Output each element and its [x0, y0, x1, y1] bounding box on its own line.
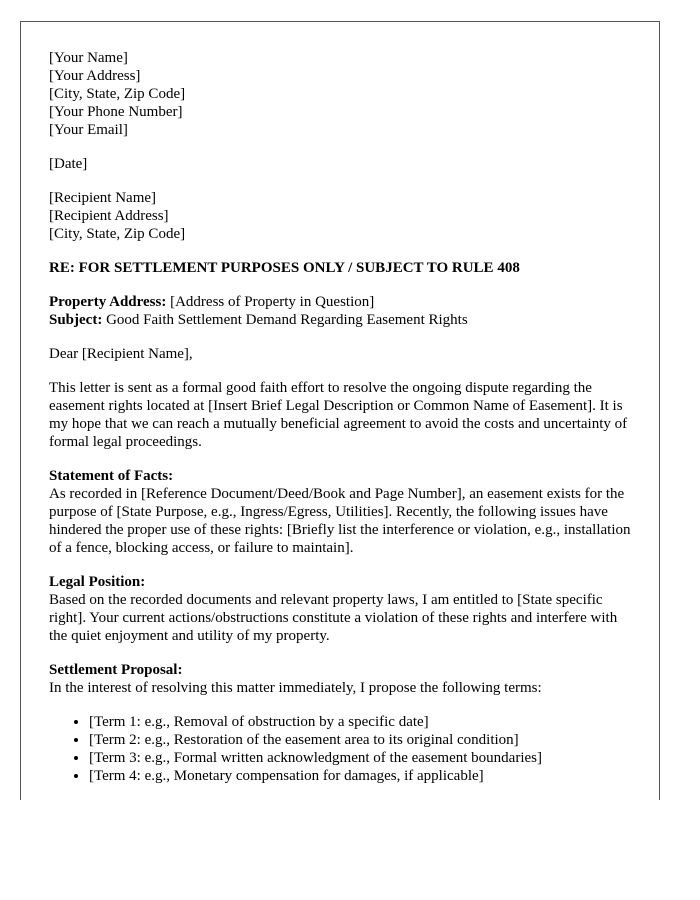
subject-line: [49, 311, 639, 329]
recipient-address: [Recipient Address]: [49, 208, 169, 224]
recipient-name: [Recipient Name]: [49, 190, 157, 206]
sender-email: [Your Email]: [49, 122, 128, 138]
recipient-block: [49, 189, 639, 243]
legal-position-body: Based on the recorded documents and relevant property laws, I am entitled to [State specific right]. Your current actions/obstructions constitute a violation of these rights and interfere with the quiet enjoyment and utility of my property.: [49, 592, 618, 644]
list-item: • [Term 3: e.g., Formal written acknowledgment of the easement boundaries]: [89, 749, 639, 767]
letter-page: [20, 21, 660, 800]
property-address-value: [Address of Property in Question]: [166, 294, 375, 310]
salutation: Dear [Recipient Name],: [49, 346, 193, 362]
sender-city-state-zip: [City, State, Zip Code]: [49, 86, 186, 102]
sender-block: [49, 49, 639, 139]
intro-paragraph: This letter is sent as a formal good faith effort to resolve the ongoing dispute regarding the easement rights located at [Insert Brief Legal Description or Common Name of Easement]. It is my hope that we can reach a mutually beneficial agreement to avoid the costs and uncertainty of formal legal proceedings.: [49, 380, 628, 450]
date-line: [Date]: [49, 156, 88, 172]
legal-position-section: [49, 573, 639, 645]
subject-value: Good Faith Settlement Demand Regarding Easement Rights: [102, 312, 468, 328]
sender-phone: [Your Phone Number]: [49, 104, 183, 120]
facts-heading: Statement of Facts:: [49, 468, 174, 484]
proposal-heading: Settlement Proposal:: [49, 662, 183, 678]
proposal-body: In the interest of resolving this matter immediately, I propose the following terms:: [49, 680, 542, 696]
property-subject-block: [49, 293, 639, 329]
facts-body: As recorded in [Reference Document/Deed/Book and Page Number], an easement exists for the purpose of [State Purpose, e.g., Ingress/Egress, Utilities]. Recently, the following issues have hindered the proper use of these rights: [Briefly list the interference or violation, e.g., installation of a fence, blocking access, or failure to maintain].: [49, 486, 631, 556]
list-item: • [Term 4: e.g., Monetary compensation for damages, if applicable]: [89, 767, 639, 785]
recipient-city-state-zip: [City, State, Zip Code]: [49, 226, 186, 242]
proposal-section: [49, 661, 639, 697]
sender-address: [Your Address]: [49, 68, 141, 84]
proposal-terms-list: [49, 713, 639, 785]
list-item: • [Term 2: e.g., Restoration of the easement area to its original condition]: [89, 731, 639, 749]
facts-section: [49, 467, 639, 557]
property-address-label: Property Address:: [49, 294, 167, 310]
list-item: • [Term 1: e.g., Removal of obstruction by a specific date]: [89, 713, 639, 731]
sender-name: [Your Name]: [49, 50, 128, 66]
letter-content: [49, 49, 639, 785]
property-address-line: [49, 293, 639, 311]
subject-label: Subject:: [49, 312, 103, 328]
re-line: RE: FOR SETTLEMENT PURPOSES ONLY / SUBJECT TO RULE 408: [49, 260, 520, 276]
legal-position-heading: Legal Position:: [49, 574, 146, 590]
